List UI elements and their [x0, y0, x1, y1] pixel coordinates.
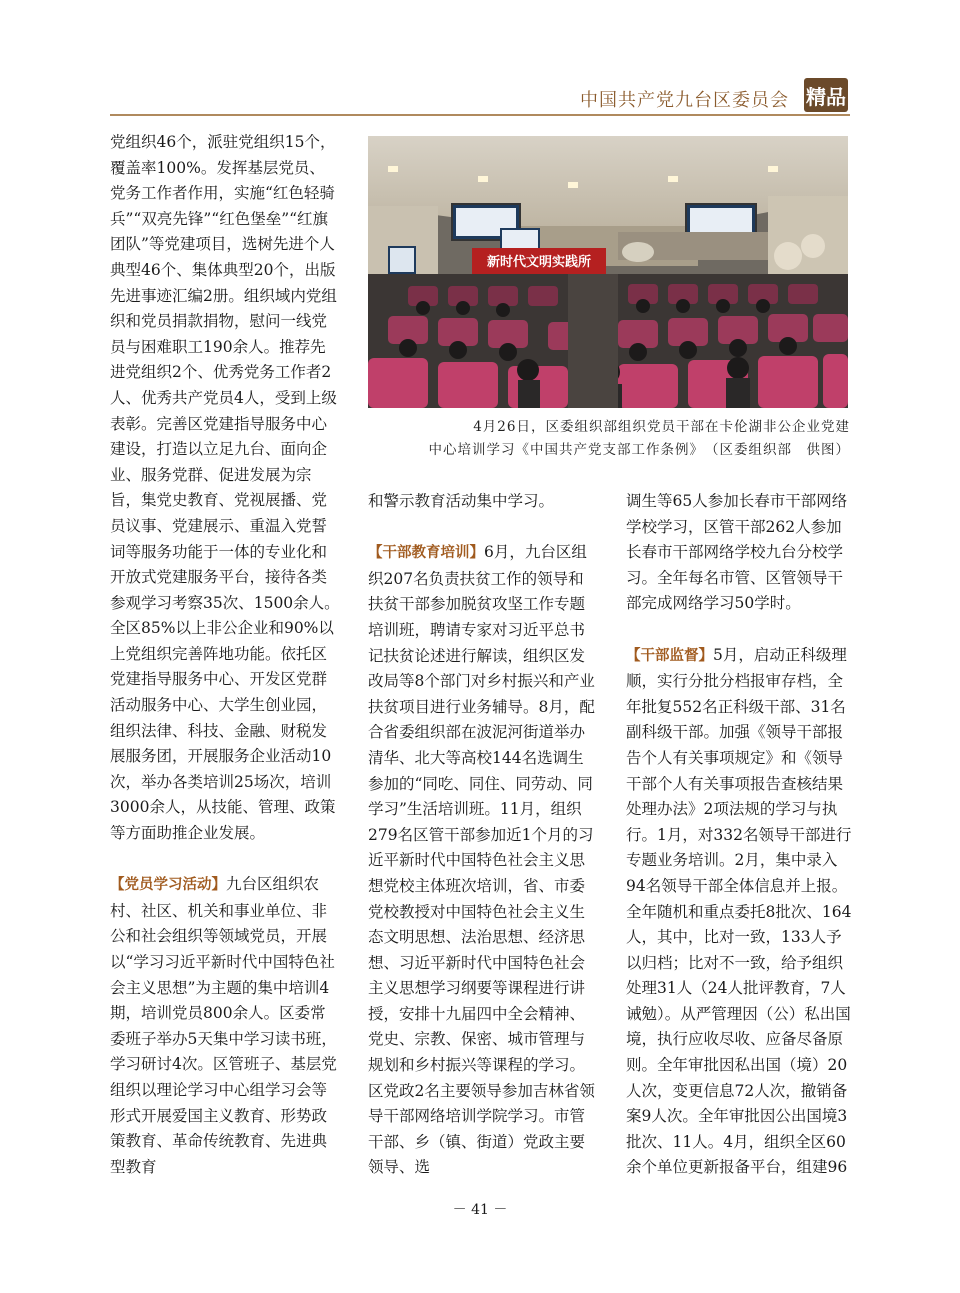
section-body: 6月，九台区组织207名负责扶贫工作的领导和扶贫干部参加脱贫攻坚工作专题培训班，聘请专家对习近平总书记扶贫论述进行解读，组织区发改局等8个部门对乡村振兴和产业扶贫项目进行业务辅导。8月，配合省委组织部在波泥河街道举办清华、北大等高校144名选调生参加的“同吃、同住、同劳动、同学习”生活培训班。11月，组织279名区管干部参加近1个月的习近平新时代中国特色社会主义思想党校主体班次培训，省、市委党校教授对中国特色社会主义生态文明思想、法治思想、经济思想、习近平新时代中国特色社会主义思想学习纲要等课程进行讲授，安排十九届四中全会精神、党史、宗教、保密、城市管理与规划和乡村振兴等课程的学习。区党政2名主要领导参加吉林省领导干部网络培训学院学习。市管干部、乡（镇、街道）党政主要领导、选 [368, 543, 595, 1177]
page-number: － 41 － [452, 1202, 508, 1218]
photo-caption [368, 416, 850, 462]
section-heading: 【党员学习活动】 [110, 877, 226, 894]
paragraph: 调生等65人参加长春市干部网络学校学习，区管干部262人参加长春市干部网络学校九台分校学习。全年每名市管、区管领导干部完成网络学习50学时。 [626, 492, 848, 613]
banner-text: 新时代文明实践所 [486, 255, 592, 270]
section-body: 九台区组织农村、社区、机关和事业单位、非公和社会组织等领域党员，开展以“学习习近平新时代中国特色社会主义思想”为主题的集中培训4期，培训党员800余人。区委常委班子举办5天集中学习读书班，学习研讨4次。区管班子、基层党组织以理论学习中心组学习会等形式开展爱国主义教育、形势政策教育、革命传统教育、先进典型教育 [110, 875, 337, 1176]
column-2 [368, 489, 596, 1181]
caption-line-1: 4月26日，区委组织部组织党员干部在卡伦湖非公企业党建 [473, 419, 850, 435]
column-3 [626, 489, 852, 1181]
paragraph: 和警示教育活动集中学习。 [368, 492, 555, 510]
section-body: 5月，启动正科级理顺，实行分批分档报审存档，全年批复552名正科级干部、31名副科级干部。加强《领导干部报告个人有关事项规定》和《领导干部个人有关事项报告查核结果处理办法》2项法规的学习与执行。1月，对332名领导干部进行专题业务培训。2月，集中录入94名领导干部全体信息并上报。全年随机和重点委托8批次、164人，其中，比对一致，133人予以归档；比对不一致，给予组织处理31人（24人批评教育，7人诫勉）。从严管理因（公）私出国境，执行应收尽收、应备尽备原则。全年审批因私出国（境）20人次，变更信息72人次，撤销备案9人次。全年审批因公出国境3批次、11人。4月，组织全区60余个单位更新报备平台，组建96 [626, 645, 852, 1177]
paragraph [368, 540, 596, 1181]
paragraph: 党组织46个，派驻党组织15个，覆盖率100%。发挥基层党员、党务工作者作用，实施“红色轻骑兵”“双亮先锋”“红色堡垒”“红旗团队”等党建项目，选树先进个人典型46个、集体典型20个，出版先进事迹汇编2册。组织域内党组织和党员捐款捐物，慰问一线党员与困难职工190余人。推荐先进党组织2个、优秀党务工作者2人、优秀共产党员4人，受到上级表彰。完善区党建指导服务中心建设，打造以立足九台、面向企业、服务党群、促进发展为宗旨，集党史教育、党视展播、党员议事、党建展示、重温入党誓词等服务功能于一体的专业化和开放式党建服务平台，接待各类参观学习考察35次、1500余人。全区85%以上非公企业和90%以上党组织完善阵地功能。依托区党建指导服务中心、开发区党群活动服务中心、大学生创业园，组织法律、科技、金融、财税发展服务团，开展服务企业活动10次，举办各类培训25场次，培训3000余人，从技能、管理、政策等方面助推企业发展。 [110, 133, 340, 843]
meeting-photo [368, 136, 848, 408]
header-badge: 精品 [804, 78, 848, 112]
section-heading: 【干部监督】 [626, 647, 713, 664]
caption-line-2: 中心培训学习《中国共产党支部工作条例》 （区委组织部 供图） [428, 442, 850, 458]
column-1 [110, 130, 340, 1180]
header-title: 中国共产党九台区委员会 [580, 90, 789, 111]
section-heading: 【干部教育培训】 [368, 545, 484, 562]
paragraph [626, 643, 852, 1181]
header-rule [110, 114, 850, 116]
paragraph [110, 872, 340, 1180]
